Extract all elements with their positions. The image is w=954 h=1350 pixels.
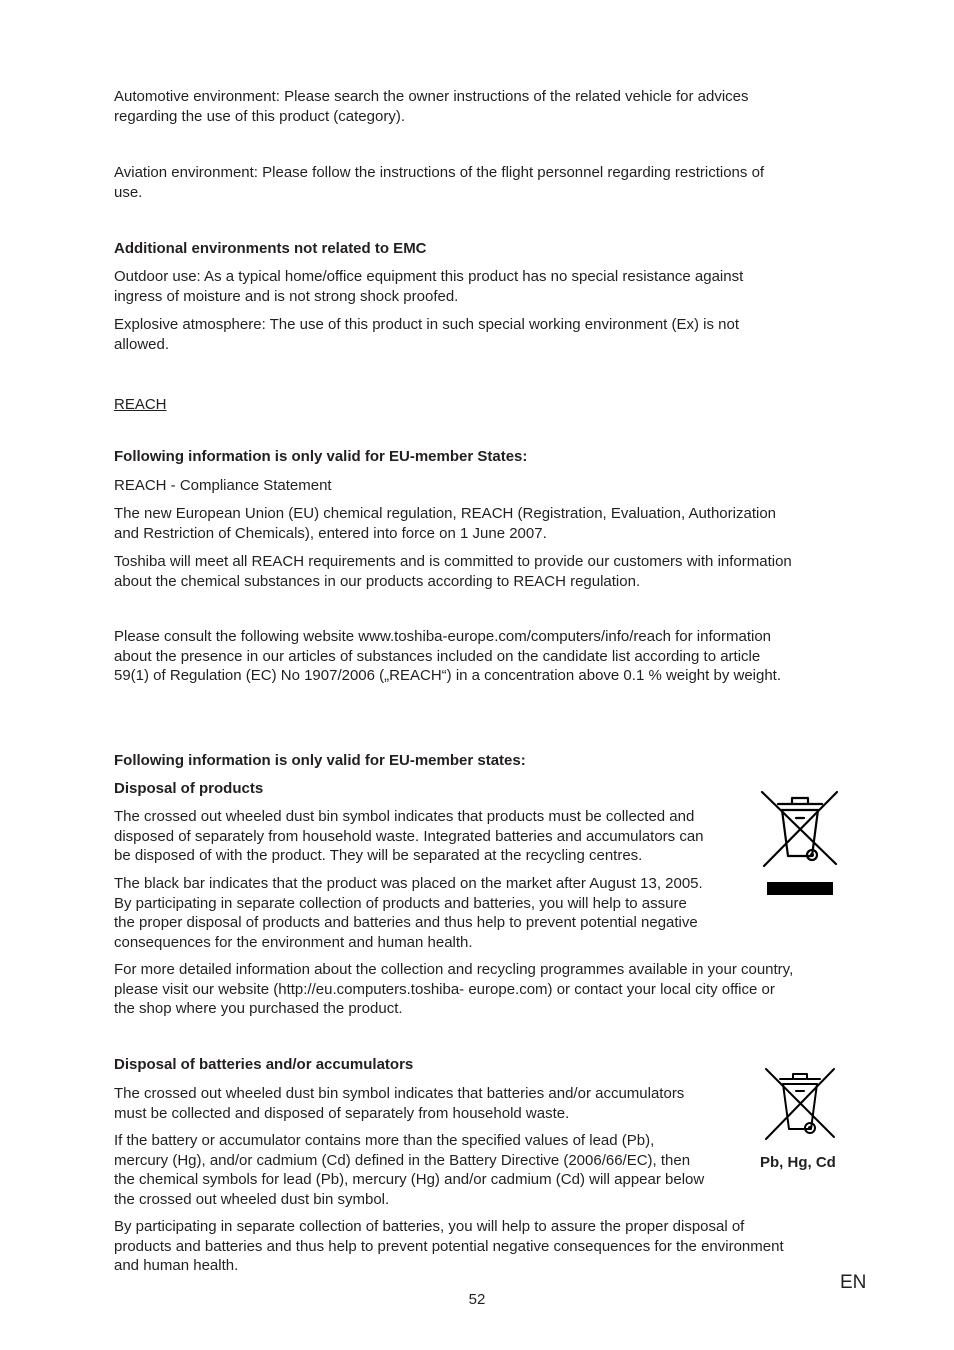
crossed-out-wheeled-bin-icon <box>760 790 840 870</box>
explosive-atmosphere-paragraph: Explosive atmosphere: The use of this product in such special working environment (Ex) is not allowed. <box>114 316 740 353</box>
reach-compliance-statement: REACH - Compliance Statement <box>114 477 332 494</box>
disposal-batteries-paragraph-1: The crossed out wheeled dust bin symbol indicates that batteries and/or accumulators must be collected and disposed of separately from household waste. <box>114 1085 685 1122</box>
outdoor-use-paragraph: Outdoor use: As a typical home/office equipment this product has no special resistance against ingress of moisture and is not strong shock proofed. <box>114 268 744 305</box>
aviation-paragraph: Aviation environment: Please follow the instructions of the flight personnel regarding restrictions of use. <box>114 164 765 201</box>
disposal-eu-heading: Following information is only valid for EU-member states: <box>114 752 526 769</box>
additional-environments-heading: Additional environments not related to EMC <box>114 240 427 257</box>
disposal-products-paragraph-1: The crossed out wheeled dust bin symbol indicates that products must be collected and disposed of separately from household waste. Integrated batteries and accumulators can be disposed of with the product. They will be separated at the recycling centres. <box>114 808 704 864</box>
reach-title: REACH <box>114 396 167 413</box>
reach-consult-paragraph: Please consult the following website www.toshiba-europe.com/computers/info/reach for information about the presence in our articles of substances included on the candidate list according to article 59(1) of Regulation (EC) No 1907/2006 („REACH“) in a concentration above 0.1 % weight by weight. <box>114 628 782 684</box>
disposal-batteries-paragraph-3: By participating in separate collection of batteries, you will help to assure the proper disposal of products and batteries and thus help to prevent potential negative consequences for the environment and human health. <box>114 1218 784 1274</box>
reach-regulation-paragraph: The new European Union (EU) chemical regulation, REACH (Registration, Evaluation, Authorization and Restriction of Chemicals), entered into force on 1 June 2007. <box>114 505 776 542</box>
disposal-products-paragraph-3: For more detailed information about the collection and recycling programmes available in your country, please visit our website (http://eu.computers.toshiba- europe.com) or contact your local city office or the shop where you purchased the product. <box>114 961 794 1017</box>
disposal-products-paragraph-2: The black bar indicates that the product was placed on the market after August 13, 2005. By participating in separate collection of products and batteries, you will help to assure the proper disposal of products and batteries and thus help to prevent potential negative consequences for the environment and human health. <box>114 875 703 951</box>
disposal-batteries-heading: Disposal of batteries and/or accumulators <box>114 1056 414 1073</box>
battery-chemical-symbols-caption: Pb, Hg, Cd <box>760 1154 836 1171</box>
crossed-out-wheeled-bin-icon <box>762 1067 838 1141</box>
disposal-batteries-paragraph-2: If the battery or accumulator contains more than the specified values of lead (Pb), mercury (Hg), and/or cadmium (Cd) defined in the Battery Directive (2006/66/EC), then the chemical symbols for lead (Pb), mercury (Hg) and/or cadmium (Cd) will appear below the crossed out wheeled dust bin symbol. <box>114 1132 705 1208</box>
automotive-paragraph: Automotive environment: Please search the owner instructions of the related vehicle for advices regarding the use of this product (category). <box>114 88 749 125</box>
reach-commitment-paragraph: Toshiba will meet all REACH requirements and is committed to provide our customers with information about the chemical substances in our products according to REACH regulation. <box>114 553 792 590</box>
language-code: EN <box>840 1272 867 1293</box>
page-number: 52 <box>468 1291 486 1308</box>
black-bar <box>767 882 833 895</box>
reach-eu-heading: Following information is only valid for EU-member States: <box>114 448 528 465</box>
disposal-products-heading: Disposal of products <box>114 780 264 797</box>
